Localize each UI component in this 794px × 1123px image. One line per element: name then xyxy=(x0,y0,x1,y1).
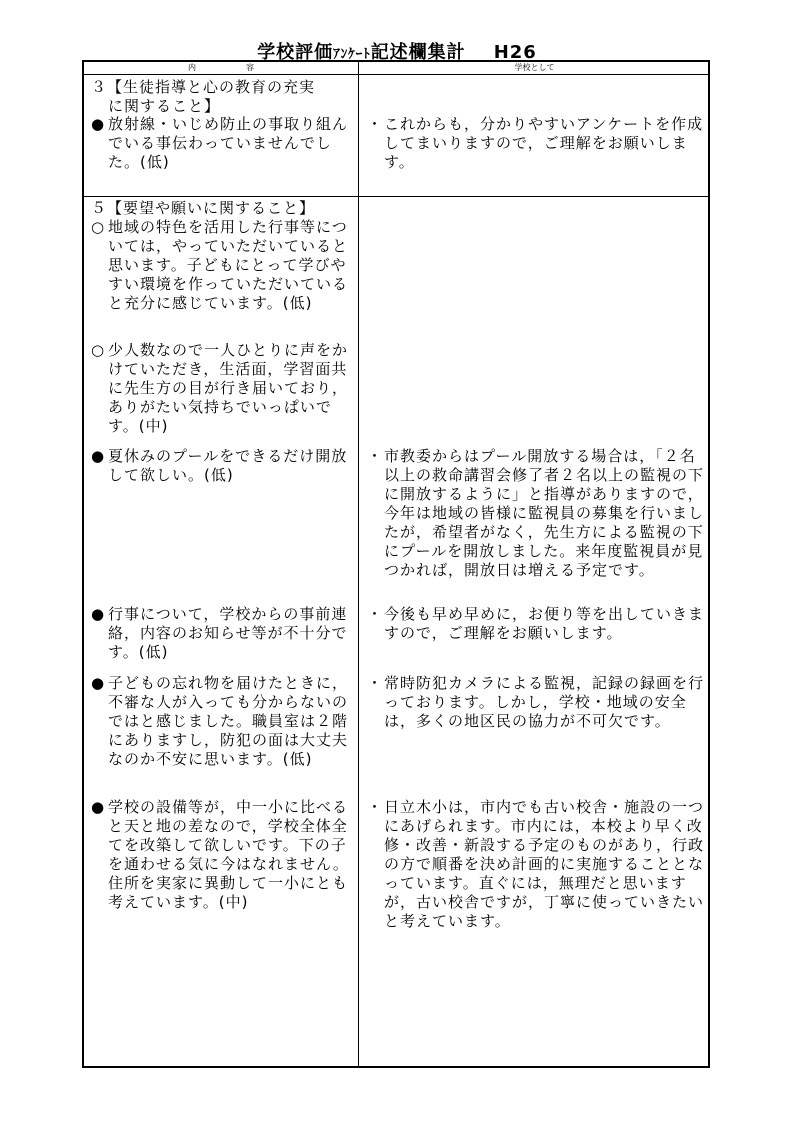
response-text: 常時防犯カメラによる監視，記録の録画を行っております。しかし，学校・地域の安全は，多くの地区民の協力が不可欠です。 xyxy=(384,674,705,730)
survey-table xyxy=(82,60,710,1068)
list-item xyxy=(91,605,353,662)
response-item xyxy=(367,115,707,172)
section-3-heading-line2: に関すること】 xyxy=(108,97,221,115)
item-text: 行事について，学校からの事前連絡，内容のお知らせ等が不十分です。(低) xyxy=(108,605,348,661)
response-item xyxy=(367,674,707,731)
section-divider xyxy=(84,196,708,197)
item-text: 夏休みのプールをできるだけ開放して欲しい。(低) xyxy=(108,447,348,484)
list-item xyxy=(91,341,353,436)
list-item xyxy=(91,798,353,912)
filled-circle-icon: ● xyxy=(91,674,106,692)
item-text: 子どもの忘れ物を届けたときに，不審な人が入っても分からないのではと感じました。職員室は２階にありますし，防犯の面は大丈夫なのか不安に思います。(低) xyxy=(108,674,349,768)
response-item xyxy=(367,447,707,580)
bullet-icon: ・ xyxy=(367,605,384,623)
response-text: 日立木小は，市内でも古い校舎・施設の一つにあげられます。市内には，本校より早く改修・改善・新設する予定のものがあり，行政の方で順番を決め計画的に実施することとなっています。直ぐには，無理だと思いますが，古い校舎ですが，丁寧に使っていきたいと考えています。 xyxy=(384,798,705,930)
open-circle-icon: ○ xyxy=(91,218,106,236)
bullet-icon: ・ xyxy=(367,447,384,465)
list-item xyxy=(91,218,353,313)
section-3-heading xyxy=(91,78,353,116)
filled-circle-icon: ● xyxy=(91,798,106,816)
bullet-icon: ・ xyxy=(367,798,384,816)
title-part1: 学校評価 xyxy=(257,42,334,63)
response-item xyxy=(367,798,707,931)
bullet-icon: ・ xyxy=(367,674,384,692)
item-text: 放射線・いじめ防止の事取り組んでいる事伝わっていませんでした。(低) xyxy=(108,115,349,171)
response-item xyxy=(367,605,707,643)
header-school: 学校として xyxy=(359,62,710,75)
title-part2: ｱﾝｹｰﾄ xyxy=(333,47,371,62)
response-text: 市教委からはプール開放する場合は，「２名以上の救命講習会修了者２名以上の監視の下に開放するように」と指導がありますので，今年は地域の皆様に監視員の募集を行いましたが，希望者がなく，先生方による監視の下にプールを開放しました。来年度監視員が見つかれば，開放日は増える予定です。 xyxy=(384,447,705,579)
column-divider xyxy=(358,62,359,1066)
response-text: これからも，分かりやすいアンケートを作成してまいりますので，ご理解をお願いします。 xyxy=(384,115,704,171)
list-item xyxy=(91,115,353,172)
header-content: 内容 xyxy=(84,62,358,75)
section-3-heading-line1: ３【生徒指導と心の教育の充実 xyxy=(91,78,316,96)
item-text: 学校の設備等が，中一小に比べると天と地の差なので，学校全体全てを改築して欲しいです。下の子を通わせる気に今はなれません。住所を実家に異動して一小にとも考えています。(中) xyxy=(108,798,349,911)
response-text: 今後も早め早めに，お便り等を出していきますので，ご理解をお願いします。 xyxy=(384,605,705,642)
section-5-heading: ５【要望や願いに関すること】 xyxy=(91,199,316,217)
list-item xyxy=(91,447,353,485)
title-year: H26 xyxy=(493,42,537,63)
item-text: 少人数なので一人ひとりに声をかけていただき，生活面，学習面共に先生方の目が行き届いており，ありがたい気持ちでいっぱいです。(中) xyxy=(108,341,349,435)
bullet-icon: ・ xyxy=(367,115,384,133)
title-part3: 記述欄集計 xyxy=(370,42,466,63)
filled-circle-icon: ● xyxy=(91,115,106,133)
filled-circle-icon: ● xyxy=(91,447,106,465)
item-text: 地域の特色を活用した行事等については，やっていただいていると思います。子どもにとって学びやすい環境を作っていただいていると充分に感じています。(低) xyxy=(108,218,349,312)
filled-circle-icon: ● xyxy=(91,605,106,623)
open-circle-icon: ○ xyxy=(91,341,106,359)
list-item xyxy=(91,674,353,769)
